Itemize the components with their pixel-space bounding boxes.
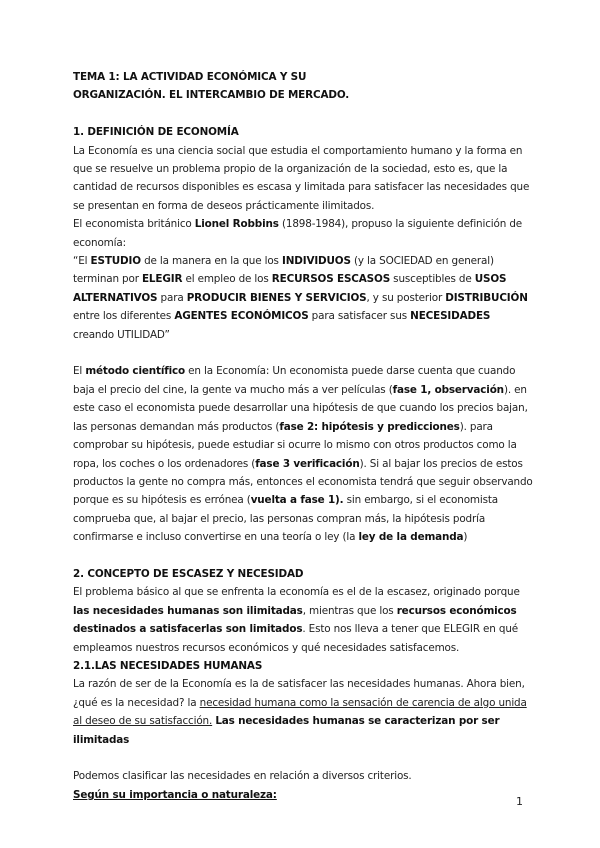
- document-title: [73, 68, 533, 105]
- robbins-intro-paragraph: El economista británico Lionel Robbins (1898-1984), propuso la siguiente definición de economía:: [73, 218, 523, 249]
- scientific-method-paragraph: El método científico en la Economía: Un economista puede darse cuenta que cuando baja el precio del cine, la gente va mucho más a ver películas (fase 1, observación). en este caso el economista puede desarrollar una hipótesis de que cuando los precios bajan, las personas demandan más productos (fase 2: hipótesis y predicciones). para comprobar su hipótesis, puede estudiar si ocurre lo mismo con otros productos como la ropa, los coches o los ordenadores (fase 3 verificación). Si al bajar los precios de estos productos la gente no compra más, entonces el economista tendrá que seguir observando porque es su hipótesis es errónea (vuelta a fase 1). sin embargo, si el economista comprueba que, al bajar el precio, las personas compran más, la hipótesis podría confirmarse e incluso convertirse en una teoría o ley (la ley de la demanda): [73, 365, 533, 544]
- needs-paragraph: La razón de ser de la Economía es la de satisfacer las necesidades humanas. Ahora bien, ¿qué es la necesidad? la necesidad humana como la sensación de carencia de algo unida al deseo de su satisfacción. Las necesidades humanas se caracterizan por ser ilimitadas: [73, 678, 527, 746]
- scarcity-paragraph: El problema básico al que se enfrenta la economía es el de la escasez, originado porque las necesidades humanas son ilimitadas, mientras que los recursos económicos destinados a satisfacerlas son limitados. Esto nos lleva a tener que ELEGIR en qué empleamos nuestros recursos económicos y qué necesidades satisfacemos.: [73, 586, 520, 654]
- spacer: [73, 105, 533, 123]
- definition-paragraph: La Economía es una ciencia social que estudia el comportamiento humano y la forma en que se resuelve un problema propio de la organización de la sociedad, esto es, que la cantidad de recursos disponibles es escasa y limitada para satisfacer las necesidades que se presentan en forma de deseos prácticamente ilimitados.: [73, 144, 530, 212]
- robbins-quote: “El ESTUDIO de la manera en la que los INDIVIDUOS (y la SOCIEDAD en general) terminan por ELEGIR el empleo de los RECURSOS ESCASOS susceptibles de USOS ALTERNATIVOS para PRODUCIR BIENES Y SERVICIOS, y su posterior DISTRIBUCIÓN entre los diferentes AGENTES ECONÓMICOS para satisfacer sus NECESIDADES creando UTILIDAD”: [73, 255, 528, 341]
- page-number: 1: [516, 795, 523, 808]
- need-definition: necesidad humana como la sensación de carencia de algo unida al deseo de su satisfacción.: [73, 696, 527, 728]
- classification-subheading: Según su importancia o naturaleza:: [73, 788, 277, 801]
- spacer: [73, 749, 533, 767]
- classification-paragraph: Podemos clasificar las necesidades en relación a diversos criterios.: [73, 770, 412, 783]
- title-line-1: TEMA 1: LA ACTIVIDAD ECONÓMICA Y SU: [73, 71, 307, 83]
- section-2-heading: 2. CONCEPTO DE ESCASEZ Y NECESIDAD: [73, 567, 304, 580]
- spacer: [73, 547, 533, 565]
- title-line-2: ORGANIZACIÓN. EL INTERCAMBIO DE MERCADO.: [73, 89, 350, 102]
- section-1-heading: 1. DEFINICIÓN DE ECONOMÍA: [73, 126, 239, 139]
- subsection-2-1-heading: 2.1.LAS NECESIDADES HUMANAS: [73, 659, 263, 672]
- document-body: [73, 68, 533, 804]
- robbins-name: Lionel Robbins: [194, 218, 279, 231]
- spacer: [73, 344, 533, 362]
